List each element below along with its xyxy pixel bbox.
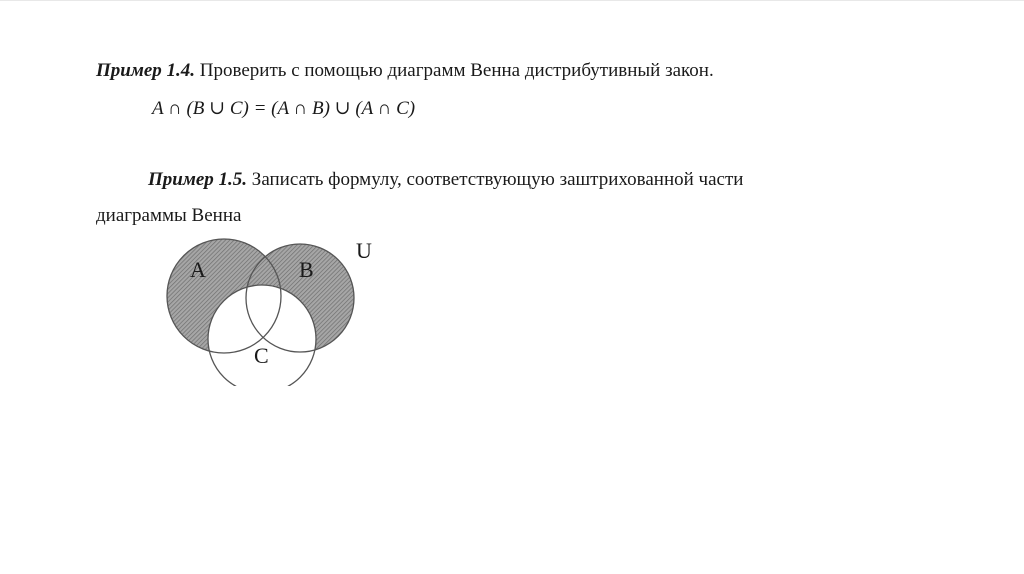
example-1-5-line-2: диаграммы Венна: [96, 205, 242, 226]
example-1-5-line: [148, 169, 743, 191]
example-1-5-text: Записать формулу, соответствующую заштрихованной части: [247, 169, 744, 190]
venn-label-a: A: [190, 257, 206, 282]
example-1-4-line: [96, 60, 714, 82]
venn-label-b: B: [299, 257, 314, 282]
venn-diagram: [150, 226, 390, 386]
venn-label-u: U: [356, 238, 372, 263]
example-1-5-label: Пример 1.5.: [148, 169, 248, 190]
example-1-4-text: Проверить с помощью диаграмм Венна дистрибутивный закон.: [195, 60, 714, 81]
example-1-4-label: Пример 1.4.: [96, 60, 196, 81]
venn-label-c: C: [254, 343, 269, 368]
distributive-law-formula: A ∩ (B ∪ C) = (A ∩ B) ∪ (A ∩ C): [152, 98, 416, 119]
